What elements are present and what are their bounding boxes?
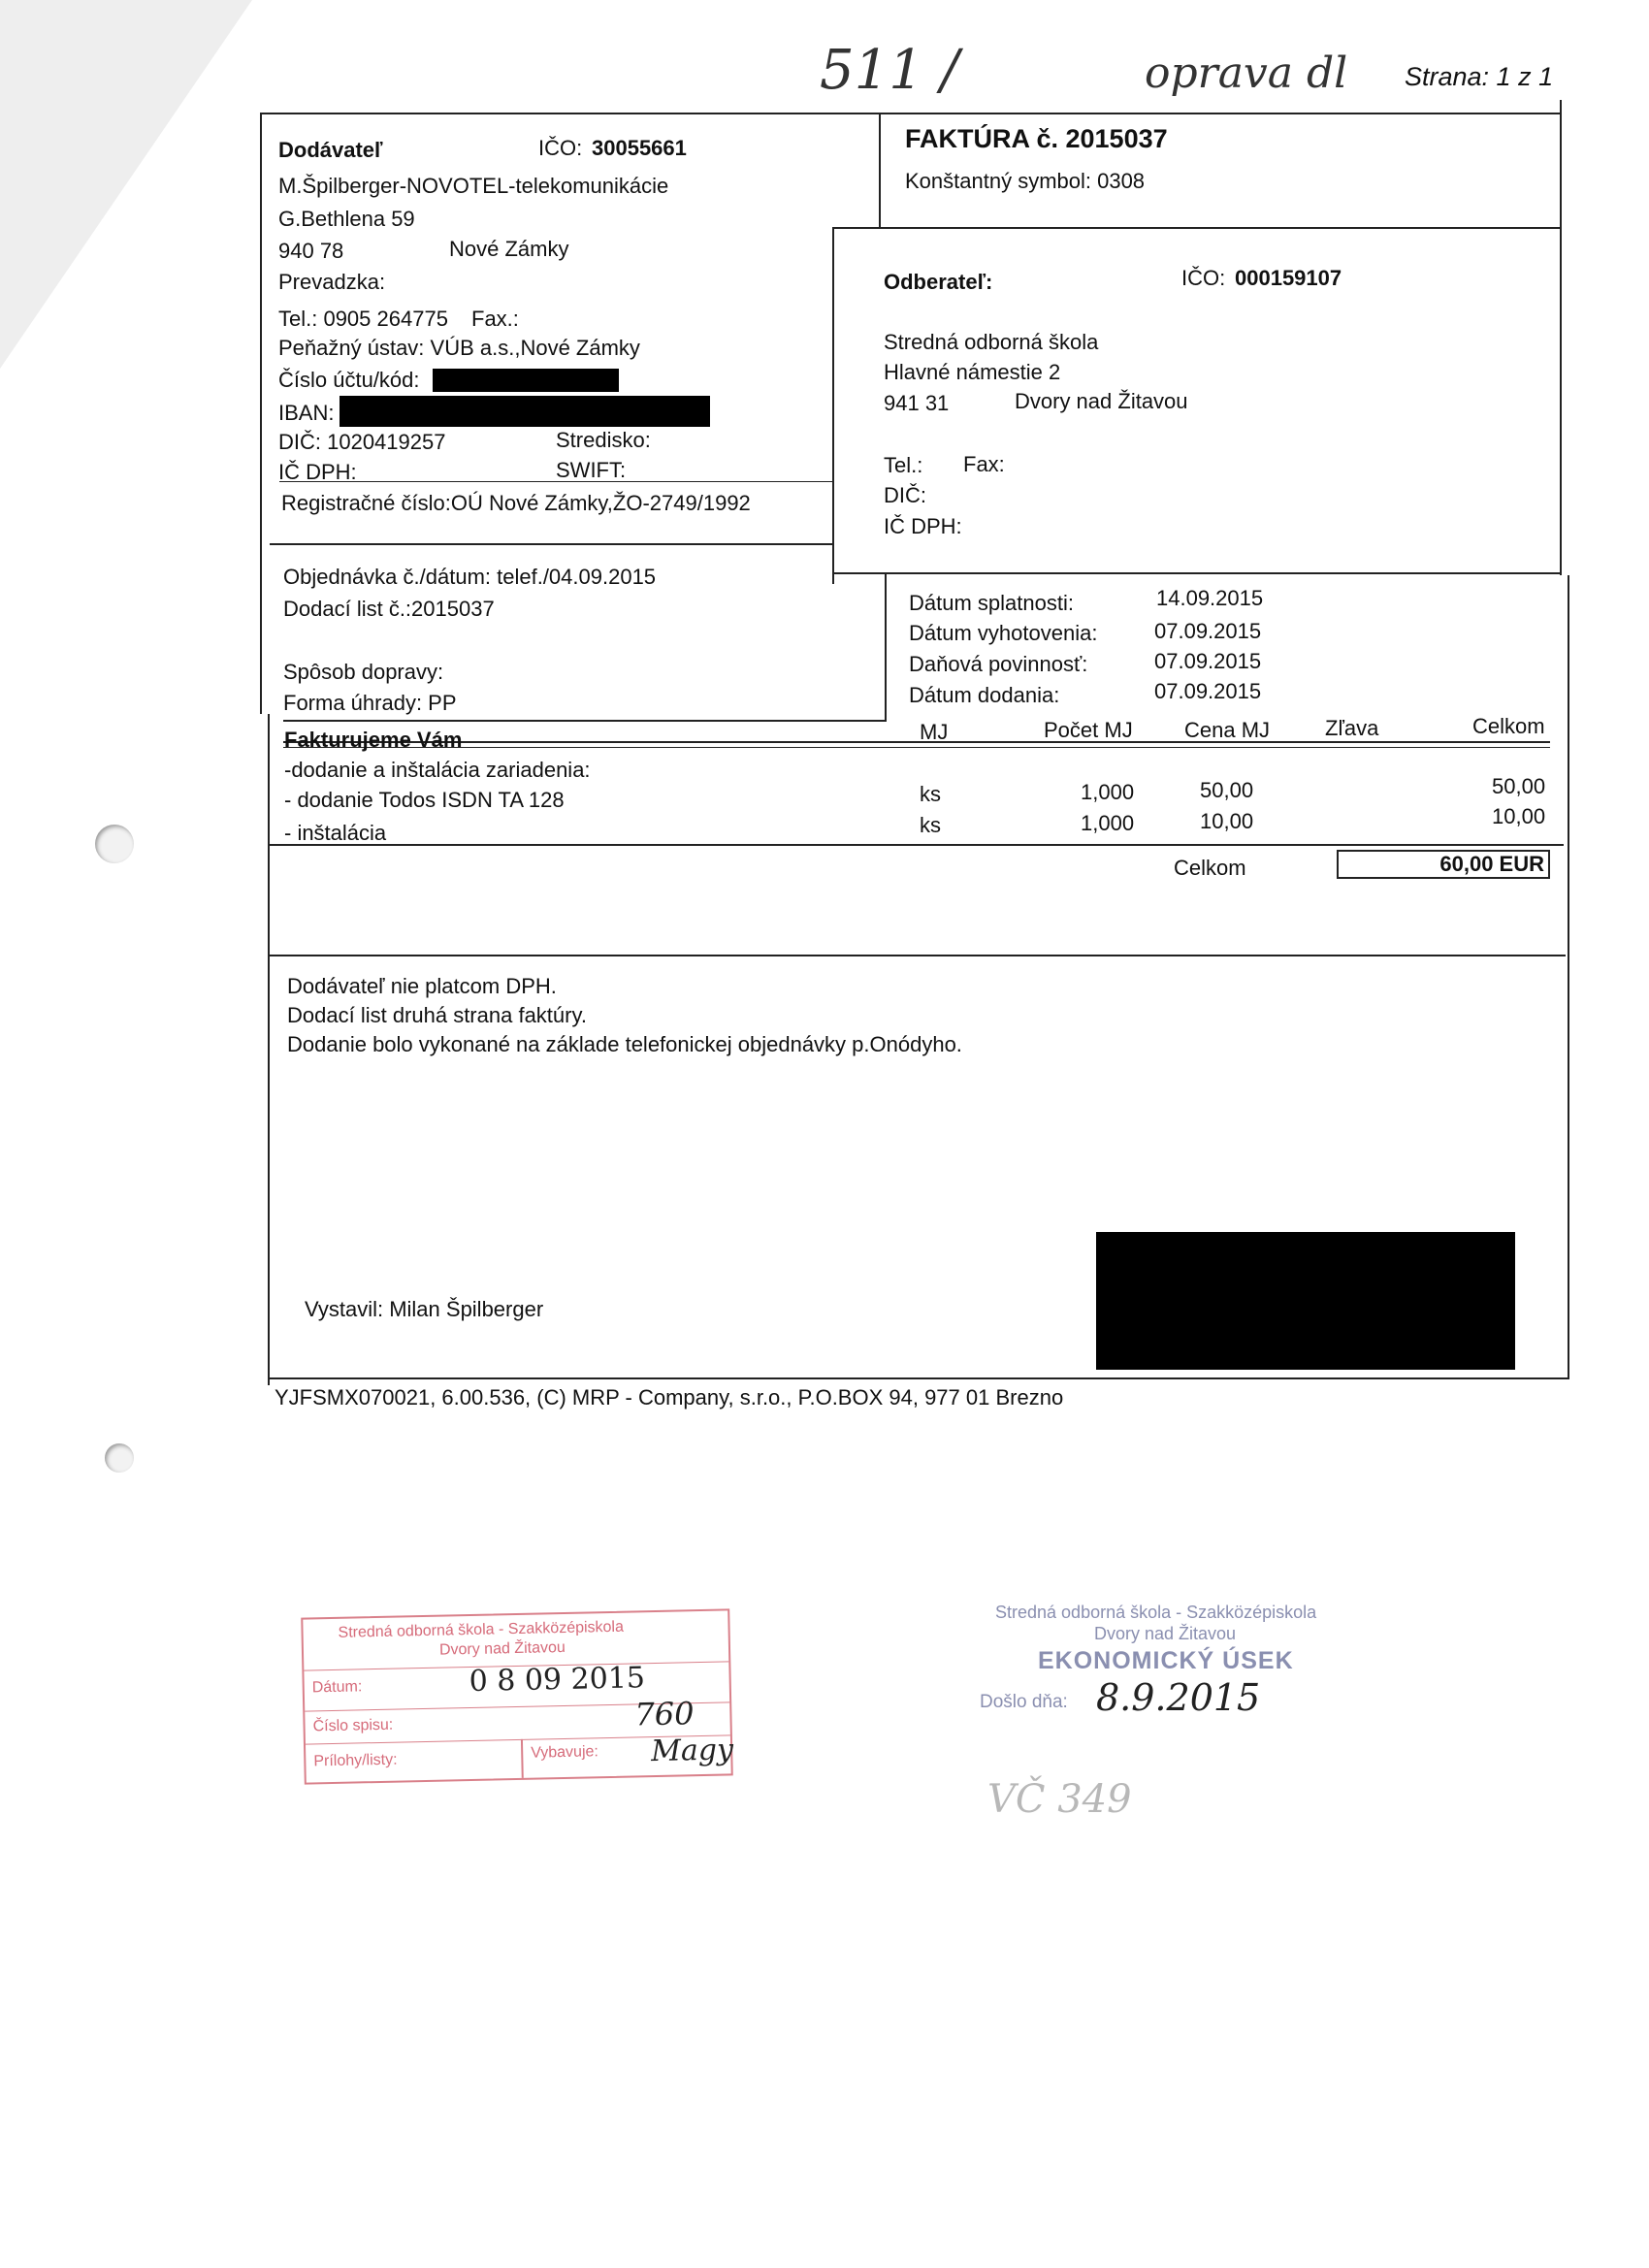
customer-name: Stredná odborná škola [884,330,1099,354]
supplier-zip: 940 78 [278,239,344,263]
date-value-due: 14.09.2015 [1156,586,1264,610]
stamp-header-2: Dvory nad Žitavou [438,1638,566,1659]
date-label-due: Dátum splatnosti: [909,591,1074,615]
stamp-file-value: 760 [634,1695,695,1733]
items-header-qty: Počet MJ [1044,718,1133,742]
supplier-street: G.Bethlena 59 [278,207,415,231]
customer-tel: Tel.: [884,453,923,477]
supplier-registration: Registračné číslo:OÚ Nové Zámky,ŽO-2749/1992 [281,491,751,515]
supplier-account-label: Číslo účtu/kód: [278,368,420,392]
order-dates-divider [885,574,887,722]
redacted-signature [1096,1232,1515,1370]
table-header-line [283,741,1550,743]
receipt-stamp-line-2: Dvory nad Žitavou [1094,1624,1237,1643]
customer-fax: Fax: [963,452,1005,476]
issued-by: Vystavil: Milan Špilberger [305,1297,544,1321]
punch-hole-top [95,825,134,863]
note-order: Dodanie bolo vykonané na základe telefonickej objednávky p.Onódyho. [287,1032,962,1056]
punch-hole-bottom [105,1443,134,1473]
items-header-price: Cena MJ [1184,718,1271,742]
stamp-date-value: 0 8 09 2015 [469,1661,646,1700]
supplier-ico-label: IČO: [538,136,583,160]
supplier-swift: SWIFT: [556,458,627,482]
supplier-tel: Tel.: 0905 264775 [278,307,448,331]
stamp-attachments-label: Prílohy/listy: [313,1751,398,1770]
payment-method: Forma úhrady: PP [283,691,457,715]
stamp-handler-value: Magy [650,1733,734,1769]
customer-box-left [832,227,834,584]
date-label-delivery: Dátum dodania: [909,683,1060,707]
items-bottom [268,844,1564,846]
header-divider [879,114,881,229]
supplier-ic-dph: IČ DPH: [278,460,357,484]
supplier-dic: DIČ: 1020419257 [278,430,446,454]
order-bottom [283,720,887,722]
sum-value: 60,00 EUR [1337,850,1550,879]
supplier-name: M.Špilberger-NOVOTEL-telekomunikácie [278,174,669,198]
item-row-2-price: 10,00 [1200,809,1254,833]
customer-heading: Odberateľ: [884,270,993,294]
customer-ic-dph: IČ DPH: [884,514,962,538]
supplier-ico: 30055661 [592,136,687,160]
order-number: Objednávka č./dátum: telef./04.09.2015 [283,565,657,589]
stamp-header-1: Stredná odborná škola - Szakközépiskola [338,1618,625,1641]
invoice-title: FAKTÚRA č. 2015037 [905,124,1168,153]
stamp-handler-label: Vybavuje: [531,1743,599,1762]
page-number: Strana: 1 z 1 [1405,62,1554,91]
customer-zip: 941 31 [884,391,950,415]
item-row-2-qty: 1,000 [1081,811,1135,835]
date-label-issue: Dátum vyhotovenia: [909,621,1098,645]
items-header-total: Celkom [1472,714,1545,738]
receipt-stamp [980,1603,1329,1729]
handwritten-note-top-left: 511 / [820,39,959,102]
customer-dic: DIČ: [884,483,926,507]
supplier-city: Nové Zámky [449,237,569,261]
items-header-desc: Fakturujeme Vám [284,728,463,752]
footer-software: YJFSMX070021, 6.00.536, (C) MRP - Company, s.r.o., P.O.BOX 94, 977 01 Brezno [275,1385,1064,1409]
frame-left-lower [268,714,270,1385]
item-row-1-desc: - dodanie Todos ISDN TA 128 [284,788,565,812]
handwritten-note-top-right: oprava dl [1145,49,1348,98]
customer-ico: 000159107 [1235,266,1342,290]
item-row-1-total: 50,00 [1492,774,1546,798]
receipt-stamp-dept: EKONOMICKÝ ÚSEK [1038,1647,1294,1674]
items-intro: -dodanie a inštalácia zariadenia: [284,758,591,782]
date-value-tax: 07.09.2015 [1154,649,1262,673]
sum-label: Celkom [1174,856,1246,880]
item-row-2-total: 10,00 [1492,804,1546,828]
customer-city: Dvory nad Žitavou [1015,389,1188,413]
supplier-stredisko: Stredisko: [556,428,651,452]
table-header-line-2 [283,747,1550,748]
receipt-stamp-received-label: Došlo dňa: [980,1692,1068,1712]
item-row-2-mj: ks [920,813,941,837]
receipt-stamp-received-value: 8.9.2015 [1096,1676,1261,1719]
supplier-iban-label: IBAN: [278,401,335,425]
frame-top [260,113,1562,114]
date-value-issue: 07.09.2015 [1154,619,1262,643]
frame-right [1560,100,1562,575]
date-value-delivery: 07.09.2015 [1154,679,1262,703]
items-header-discount: Zľava [1325,716,1379,740]
supplier-bank: Peňažný ústav: VÚB a.s.,Nové Zámky [278,336,640,360]
item-row-1-qty: 1,000 [1081,780,1135,804]
redacted-account [433,369,619,392]
frame-bottom [268,1377,1569,1379]
item-row-1-price: 50,00 [1200,778,1254,802]
supplier-prevadzka: Prevadzka: [278,270,386,294]
constant-symbol: Konštantný symbol: 0308 [905,169,1146,193]
stamp-date-label: Dátum: [311,1678,363,1697]
registry-stamp [301,1608,733,1784]
frame-right-lower [1568,575,1569,1378]
sum-bottom [268,955,1566,956]
redacted-iban [340,396,710,427]
supplier-heading: Dodávateľ [278,138,383,162]
registration-bottom [270,543,832,545]
customer-street: Hlavné námestie 2 [884,360,1061,384]
delivery-note: Dodací list č.:2015037 [283,597,495,621]
items-header-mj: MJ [920,720,949,744]
note-delivery-list: Dodací list druhá strana faktúry. [287,1003,587,1027]
stamp-file-label: Číslo spisu: [312,1716,394,1735]
item-row-1-mj: ks [920,782,941,806]
customer-box-top [832,227,1562,229]
date-label-tax: Daňová povinnosť: [909,652,1088,676]
customer-box-bottom [832,572,1562,574]
customer-ico-label: IČO: [1181,266,1226,290]
receipt-stamp-line-1: Stredná odborná škola - Szakközépiskola [995,1603,1317,1622]
transport-method: Spôsob dopravy: [283,660,444,684]
folded-corner [0,0,252,369]
handwritten-note-bottom: VČ 349 [987,1777,1132,1822]
item-row-2-desc: - inštalácia [284,821,387,845]
note-vat: Dodávateľ nie platcom DPH. [287,974,557,998]
supplier-fax: Fax.: [471,307,519,331]
frame-left [260,113,262,714]
